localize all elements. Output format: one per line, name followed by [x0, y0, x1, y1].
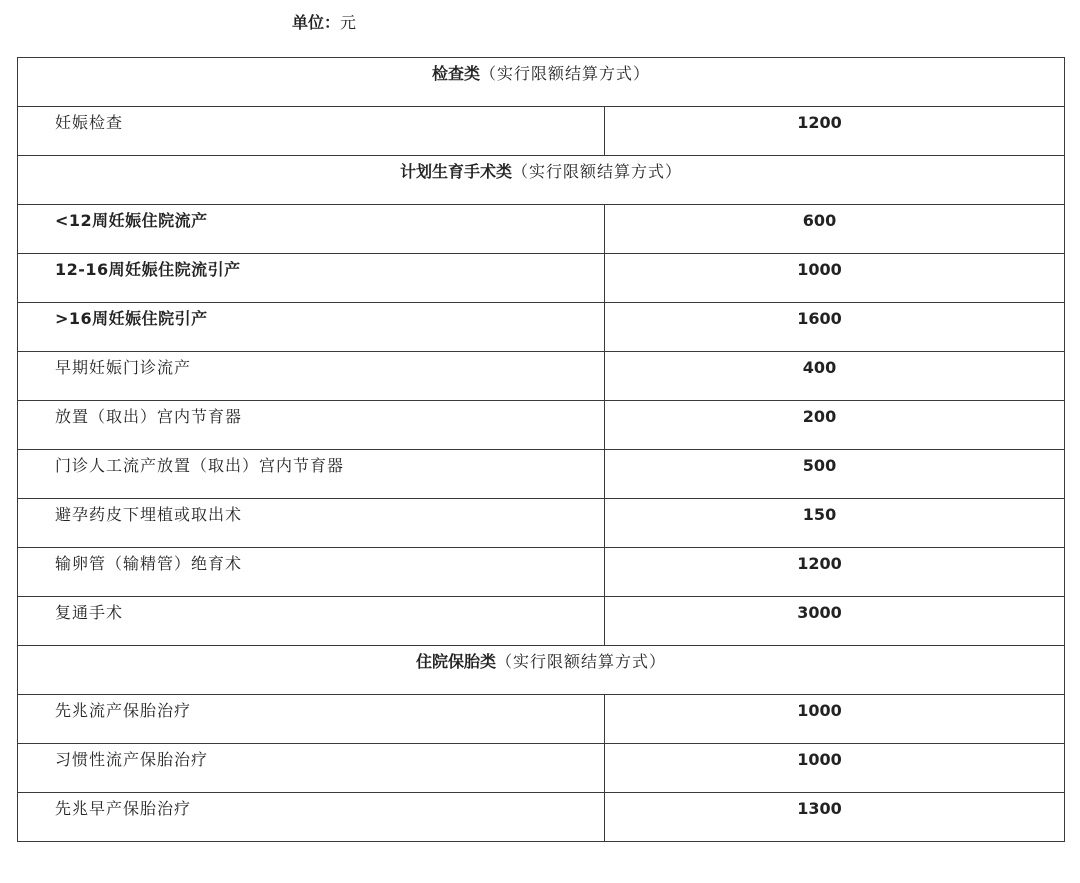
price-value: 1600: [797, 309, 842, 328]
price-value: 1000: [797, 260, 842, 279]
price-cell: [605, 401, 1065, 450]
item-cell: [18, 303, 605, 352]
item-cell: [18, 450, 605, 499]
category-row: [18, 646, 1065, 695]
item-name: 先兆流产保胎治疗: [55, 701, 192, 720]
item-name: 妊娠检查: [55, 113, 124, 132]
item-cell: [18, 205, 605, 254]
item-cell: [18, 254, 605, 303]
item-cell: [18, 352, 605, 401]
table-row: [18, 401, 1065, 450]
item-cell: [18, 401, 605, 450]
price-cell: [605, 695, 1065, 744]
item-cell: [18, 107, 605, 156]
price-cell: [605, 450, 1065, 499]
table-row: [18, 352, 1065, 401]
category-name: 检查类: [431, 64, 480, 83]
price-value: 1200: [797, 554, 842, 573]
table-row: [18, 597, 1065, 646]
item-name: >16周妊娠住院引产: [55, 309, 208, 328]
item-cell: [18, 597, 605, 646]
category-row: [18, 156, 1065, 205]
category-name: 计划生育手术类: [399, 162, 512, 181]
table-row: [18, 548, 1065, 597]
table-row: [18, 303, 1065, 352]
category-cell: [18, 646, 1065, 695]
item-cell: [18, 793, 605, 842]
table-row: [18, 450, 1065, 499]
item-name: <12周妊娠住院流产: [55, 211, 208, 230]
item-cell: [18, 744, 605, 793]
category-note: （实行限额结算方式）: [496, 652, 667, 671]
unit-value: 元: [340, 13, 357, 32]
price-cell: [605, 254, 1065, 303]
item-cell: [18, 499, 605, 548]
price-cell: [605, 744, 1065, 793]
category-row: [18, 58, 1065, 107]
item-name: 避孕药皮下埋植或取出术: [55, 505, 243, 524]
item-name: 门诊人工流产放置（取出）宫内节育器: [55, 456, 345, 475]
price-cell: [605, 205, 1065, 254]
price-value: 3000: [797, 603, 842, 622]
price-value: 1000: [797, 750, 842, 769]
unit-label: 单位: [292, 13, 325, 32]
price-cell: [605, 352, 1065, 401]
category-cell: [18, 58, 1065, 107]
price-value: 1000: [797, 701, 842, 720]
table-row: [18, 107, 1065, 156]
item-name: 早期妊娠门诊流产: [55, 358, 192, 377]
table-row: [18, 205, 1065, 254]
price-cell: [605, 548, 1065, 597]
item-name: 12-16周妊娠住院流引产: [55, 260, 241, 279]
item-cell: [18, 695, 605, 744]
item-name: 复通手术: [55, 603, 124, 622]
price-cell: [605, 107, 1065, 156]
price-cell: [605, 499, 1065, 548]
unit-separator: ：: [324, 13, 341, 32]
category-cell: [18, 156, 1065, 205]
item-name: 习惯性流产保胎治疗: [55, 750, 209, 769]
item-name: 输卵管（输精管）绝育术: [55, 554, 243, 573]
price-value: 200: [802, 407, 837, 426]
table-row: [18, 695, 1065, 744]
table-row: [18, 744, 1065, 793]
unit-line: [292, 12, 356, 34]
price-value: 1200: [797, 113, 842, 132]
price-cell: [605, 793, 1065, 842]
item-cell: [18, 548, 605, 597]
table-row: [18, 499, 1065, 548]
item-name: 放置（取出）宫内节育器: [55, 407, 243, 426]
fee-table: [17, 57, 1065, 842]
item-name: 先兆早产保胎治疗: [55, 799, 192, 818]
price-value: 1300: [797, 799, 842, 818]
table-row: [18, 254, 1065, 303]
table-row: [18, 793, 1065, 842]
price-cell: [605, 597, 1065, 646]
price-value: 150: [802, 505, 837, 524]
price-cell: [605, 303, 1065, 352]
category-note: （实行限额结算方式）: [480, 64, 651, 83]
price-value: 500: [802, 456, 837, 475]
price-value: 600: [802, 211, 837, 230]
category-note: （实行限额结算方式）: [512, 162, 683, 181]
category-name: 住院保胎类: [415, 652, 496, 671]
price-value: 400: [802, 358, 837, 377]
